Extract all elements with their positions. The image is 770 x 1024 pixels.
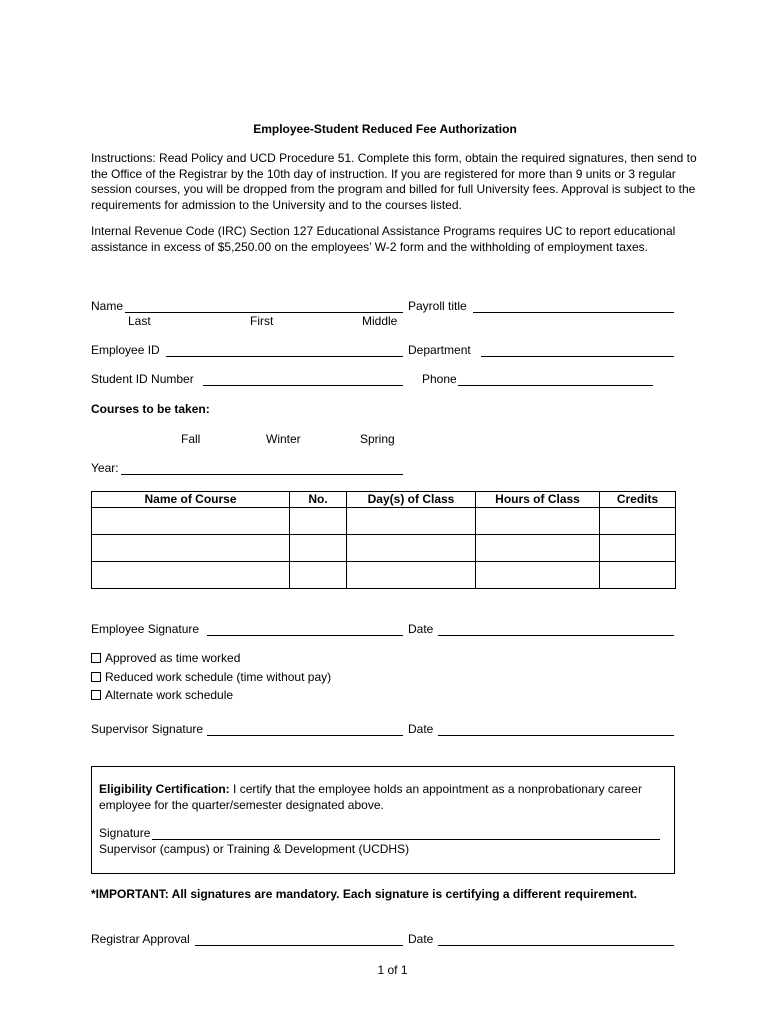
table-row: [92, 562, 676, 589]
table-row: [92, 535, 676, 562]
eligibility-statement: I certify that the employee holds an appointment as a nonprobationary career employee for the quarter/semester designated above.: [99, 782, 642, 812]
department-line[interactable]: [481, 356, 674, 357]
table-cell[interactable]: [92, 508, 290, 535]
student-id-label: Student ID Number: [91, 372, 194, 386]
table-header-row: [92, 492, 676, 508]
courses-table: [91, 491, 676, 589]
eligibility-label: Eligibility Certification:: [99, 782, 230, 796]
registrar-approval-label: Registrar Approval: [91, 932, 190, 946]
table-cell[interactable]: [476, 562, 600, 589]
name-label: Name: [91, 299, 124, 313]
employee-id-label: Employee ID: [91, 343, 160, 357]
eligibility-text: [99, 782, 669, 813]
year-line[interactable]: [121, 474, 403, 475]
payroll-title-label: Payroll title: [408, 299, 467, 313]
checkbox-icon[interactable]: [91, 653, 101, 663]
employee-date-line[interactable]: [438, 635, 674, 636]
option-label: Reduced work schedule (time without pay): [105, 670, 332, 684]
payroll-title-line[interactable]: [473, 312, 674, 313]
table-cell[interactable]: [92, 535, 290, 562]
checkbox-icon[interactable]: [91, 690, 101, 700]
table-cell[interactable]: [347, 535, 476, 562]
column-header: No.: [290, 492, 347, 508]
term-spring[interactable]: Spring: [360, 432, 395, 446]
column-header: Credits: [600, 492, 676, 508]
table-cell[interactable]: [600, 562, 676, 589]
first-name-caption: First: [250, 314, 274, 328]
term-fall[interactable]: Fall: [181, 432, 201, 446]
table-cell[interactable]: [290, 562, 347, 589]
table-cell[interactable]: [290, 508, 347, 535]
table-cell[interactable]: [476, 535, 600, 562]
courses-heading: Courses to be taken:: [91, 402, 210, 416]
name-line[interactable]: [125, 312, 403, 313]
term-winter[interactable]: Winter: [266, 432, 301, 446]
table-row: [92, 508, 676, 535]
supervisor-signature-label: Supervisor Signature: [91, 722, 204, 736]
eligibility-signature-line[interactable]: [152, 839, 660, 840]
option-alternate-work-schedule[interactable]: [91, 688, 233, 703]
instructions-text: Instructions: Read Policy and UCD Procedure 51. Complete this form, obtain the required signatures, then send to the Office of the Registrar by the 10th day of instruction. If you are registered for more than 9 units or 3 regular session courses, you will be dropped from the program and billed for full University fees. Approval is subject to the requirements for admission to the University and to the courses listed.: [91, 151, 697, 212]
column-header: Name of Course: [92, 492, 290, 508]
registrar-approval-line[interactable]: [195, 945, 403, 946]
supervisor-date-label: Date: [408, 722, 434, 736]
phone-line[interactable]: [458, 385, 653, 386]
registrar-date-label: Date: [408, 932, 434, 946]
employee-date-label: Date: [408, 622, 434, 636]
department-label: Department: [408, 343, 471, 357]
column-header: Hours of Class: [476, 492, 600, 508]
eligibility-supervisor-caption: Supervisor (campus) or Training & Development (UCDHS): [99, 842, 410, 856]
table-cell[interactable]: [347, 508, 476, 535]
year-label: Year:: [91, 461, 119, 475]
employee-id-line[interactable]: [166, 356, 403, 357]
important-note: *IMPORTANT: All signatures are mandatory. Each signature is certifying a different requirement.: [91, 887, 637, 901]
table-cell[interactable]: [92, 562, 290, 589]
table-cell[interactable]: [476, 508, 600, 535]
student-id-line[interactable]: [203, 385, 403, 386]
supervisor-date-line[interactable]: [438, 735, 674, 736]
option-approved-time-worked[interactable]: [91, 651, 240, 666]
table-cell[interactable]: [347, 562, 476, 589]
table-cell[interactable]: [600, 535, 676, 562]
table-cell[interactable]: [600, 508, 676, 535]
registrar-date-line[interactable]: [438, 945, 674, 946]
middle-name-caption: Middle: [362, 314, 398, 328]
form-title: Employee-Student Reduced Fee Authorization: [253, 122, 517, 136]
option-label: Alternate work schedule: [105, 688, 234, 702]
option-label: Approved as time worked: [105, 651, 241, 665]
supervisor-signature-line[interactable]: [207, 735, 403, 736]
page-number: 1 of 1: [377, 963, 408, 977]
employee-signature-line[interactable]: [207, 635, 403, 636]
table-cell[interactable]: [290, 535, 347, 562]
irc-note-text: Internal Revenue Code (IRC) Section 127 Educational Assistance Programs requires UC to report educational assistance in excess of $5,250.00 on the employees’ W-2 form and the withholding of employment taxes.: [91, 224, 676, 254]
phone-label: Phone: [422, 372, 457, 386]
employee-signature-label: Employee Signature: [91, 622, 200, 636]
checkbox-icon[interactable]: [91, 672, 101, 682]
column-header: Day(s) of Class: [347, 492, 476, 508]
eligibility-signature-label: Signature: [99, 826, 151, 840]
last-name-caption: Last: [128, 314, 151, 328]
option-reduced-work-schedule[interactable]: [91, 670, 331, 685]
